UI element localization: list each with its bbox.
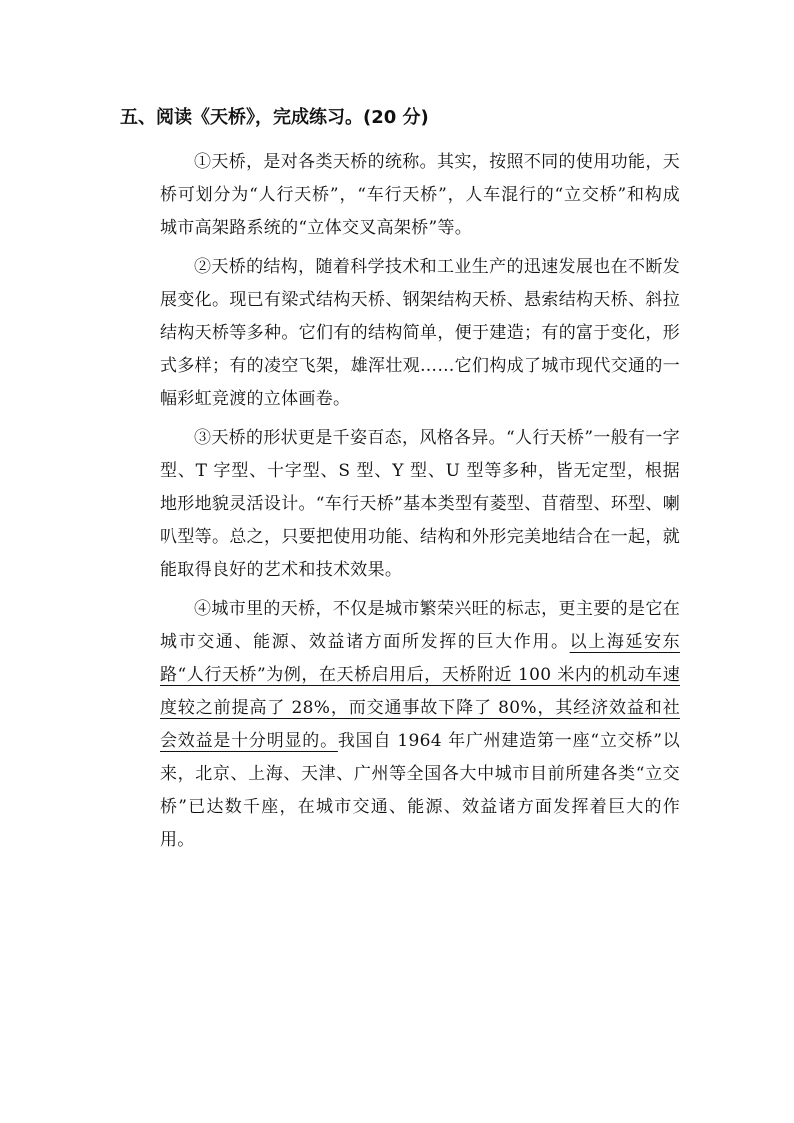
paragraph-2: ②天桥的结构，随着科学技术和工业生产的迅速发展也在不断发展变化。现已有梁式结构天桥、钢架结构天桥、悬索结构天桥、斜拉结构天桥等多种。它们有的结构简单，便于建造；有的富于变化，形式多样；有的凌空飞架，雄浑壮观……它们构成了城市现代交通的一幅彩虹竞渡的立体画卷。 xyxy=(160,257,680,409)
question-title: 五、阅读《天桥》，完成练习。(20 分) xyxy=(120,107,429,128)
reading-passage xyxy=(160,146,680,863)
paragraph-1: ①天桥，是对各类天桥的统称。其实，按照不同的使用功能，天桥可划分为“人行天桥”，“车行天桥”，人车混行的“立交桥”和构成城市高架路系统的“立体交叉高架桥”等。 xyxy=(160,152,680,238)
paragraph-4-conclusion: 我国自 1964 年广州建造第一座“立交桥”以来，北京、上海、天津、广州等全国各大中城市目前所建各类“立交桥”已达数千座，在城市交通、能源、效益诸方面发挥着巨大的作用。 xyxy=(160,731,680,850)
paragraph-3: ③天桥的形状更是千姿百态，风格各异。“人行天桥”一般有一字型、T 字型、十字型、S 型、Y 型、U 型等多种，皆无定型，根据地形地貌灵活设计。“车行天桥”基本类型有菱型、苜蓿型、环型、喇叭型等。总之，只要把使用功能、结构和外形完美地结合在一起，就能取得良好的艺术和技术效果。 xyxy=(160,428,680,580)
underlined-sentence: 以上海延安东路“人行天桥”为例，在天桥启用后，天桥附近 100 米内的机动车速度较之前提高了 28%，而交通事故下降了 80%，其经济效益和社会效益是十分明显的。 xyxy=(160,632,680,751)
paragraph-4-intro: ④城市里的天桥，不仅是城市繁荣兴旺的标志，更主要的是它在城市交通、能源、效益诸方面所发挥的巨大作用。 xyxy=(160,599,680,652)
paragraph-4 xyxy=(160,593,680,857)
